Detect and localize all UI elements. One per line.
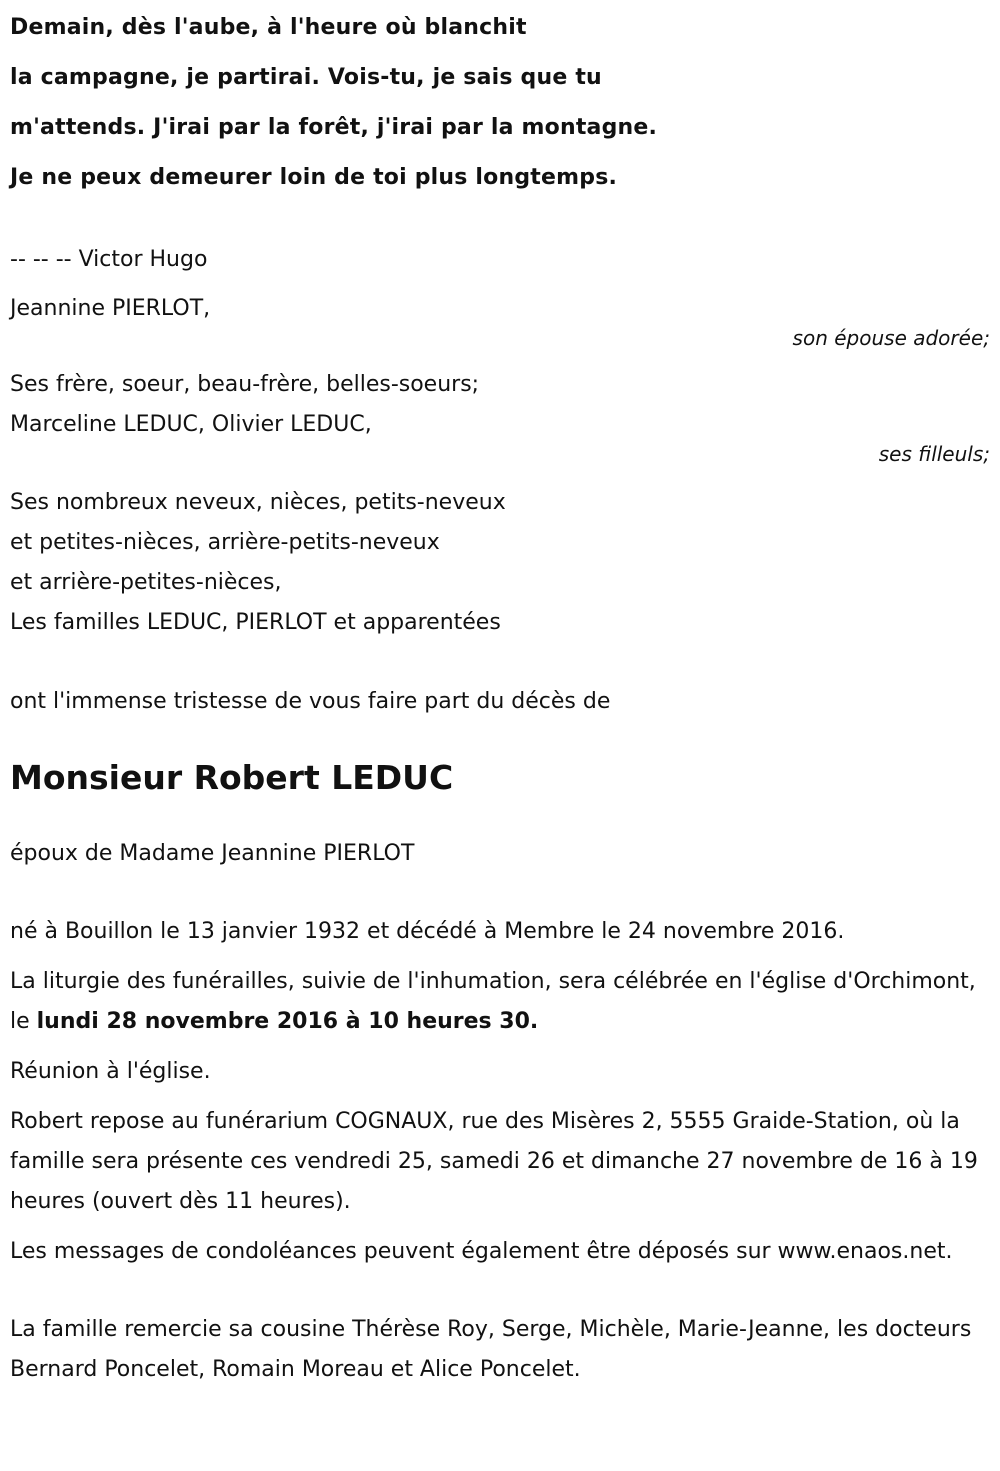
- funeral-text: La liturgie des funérailles, suivie de l'inhumation, sera célébrée en l'église d'Orchimont, le: [10, 969, 976, 1034]
- spouse-name: Jeannine PIERLOT,: [10, 296, 211, 321]
- spouse-relation: son épouse adorée;: [792, 326, 990, 350]
- poem-attribution: -- -- -- Victor Hugo: [10, 247, 208, 272]
- birth-death-line: né à Bouillon le 13 janvier 1932 et décédé à Membre le 24 novembre 2016.: [10, 919, 845, 944]
- siblings-line: Ses frère, soeur, beau-frère, belles-soeurs;: [10, 372, 480, 397]
- extended-family-line-3: et arrière-petites-nièces,: [10, 570, 282, 595]
- announcement-line: ont l'immense tristesse de vous faire part du décès de: [10, 689, 611, 714]
- poem-line-4: Je ne peux demeurer loin de toi plus longtemps.: [10, 165, 618, 190]
- condolences-paragraph: Les messages de condoléances peuvent également être déposés sur www.enaos.net.: [10, 1239, 953, 1264]
- thanks-paragraph: La famille remercie sa cousine Thérèse Roy, Serge, Michèle, Marie-Jeanne, les docteurs Bernard Poncelet, Romain Moreau et Alice Poncelet.: [10, 1317, 972, 1382]
- obituary-document: [10, 0, 990, 1390]
- godchildren-names: Marceline LEDUC, Olivier LEDUC,: [10, 412, 372, 437]
- deceased-spouse-line: époux de Madame Jeannine PIERLOT: [10, 841, 415, 866]
- poem-line-2: la campagne, je partirai. Vois-tu, je sais que tu: [10, 65, 602, 90]
- funeral-home-paragraph: Robert repose au funérarium COGNAUX, rue des Misères 2, 5555 Graide-Station, où la famille sera présente ces vendredi 25, samedi 26 et dimanche 27 novembre de 16 à 19 heures (ouvert dès 11 heures).: [10, 1109, 978, 1214]
- extended-family-line-2: et petites-nièces, arrière-petits-neveux: [10, 530, 440, 555]
- extended-family: [10, 483, 990, 643]
- poem-line-1: Demain, dès l'aube, à l'heure où blanchit: [10, 15, 527, 40]
- funeral-datetime: lundi 28 novembre 2016 à 10 heures 30.: [36, 1009, 539, 1034]
- meeting-line: Réunion à l'église.: [10, 1059, 211, 1084]
- poem-quote: [10, 0, 990, 203]
- funeral-paragraph: [10, 962, 990, 1042]
- poem-line-3: m'attends. J'irai par la forêt, j'irai par la montagne.: [10, 115, 658, 140]
- extended-family-line-4: Les familles LEDUC, PIERLOT et apparentées: [10, 610, 501, 635]
- godchildren-relation: ses filleuls;: [878, 442, 990, 466]
- extended-family-line-1: Ses nombreux neveux, nièces, petits-neveux: [10, 490, 506, 515]
- deceased-name: Monsieur Robert LEDUC: [10, 758, 454, 797]
